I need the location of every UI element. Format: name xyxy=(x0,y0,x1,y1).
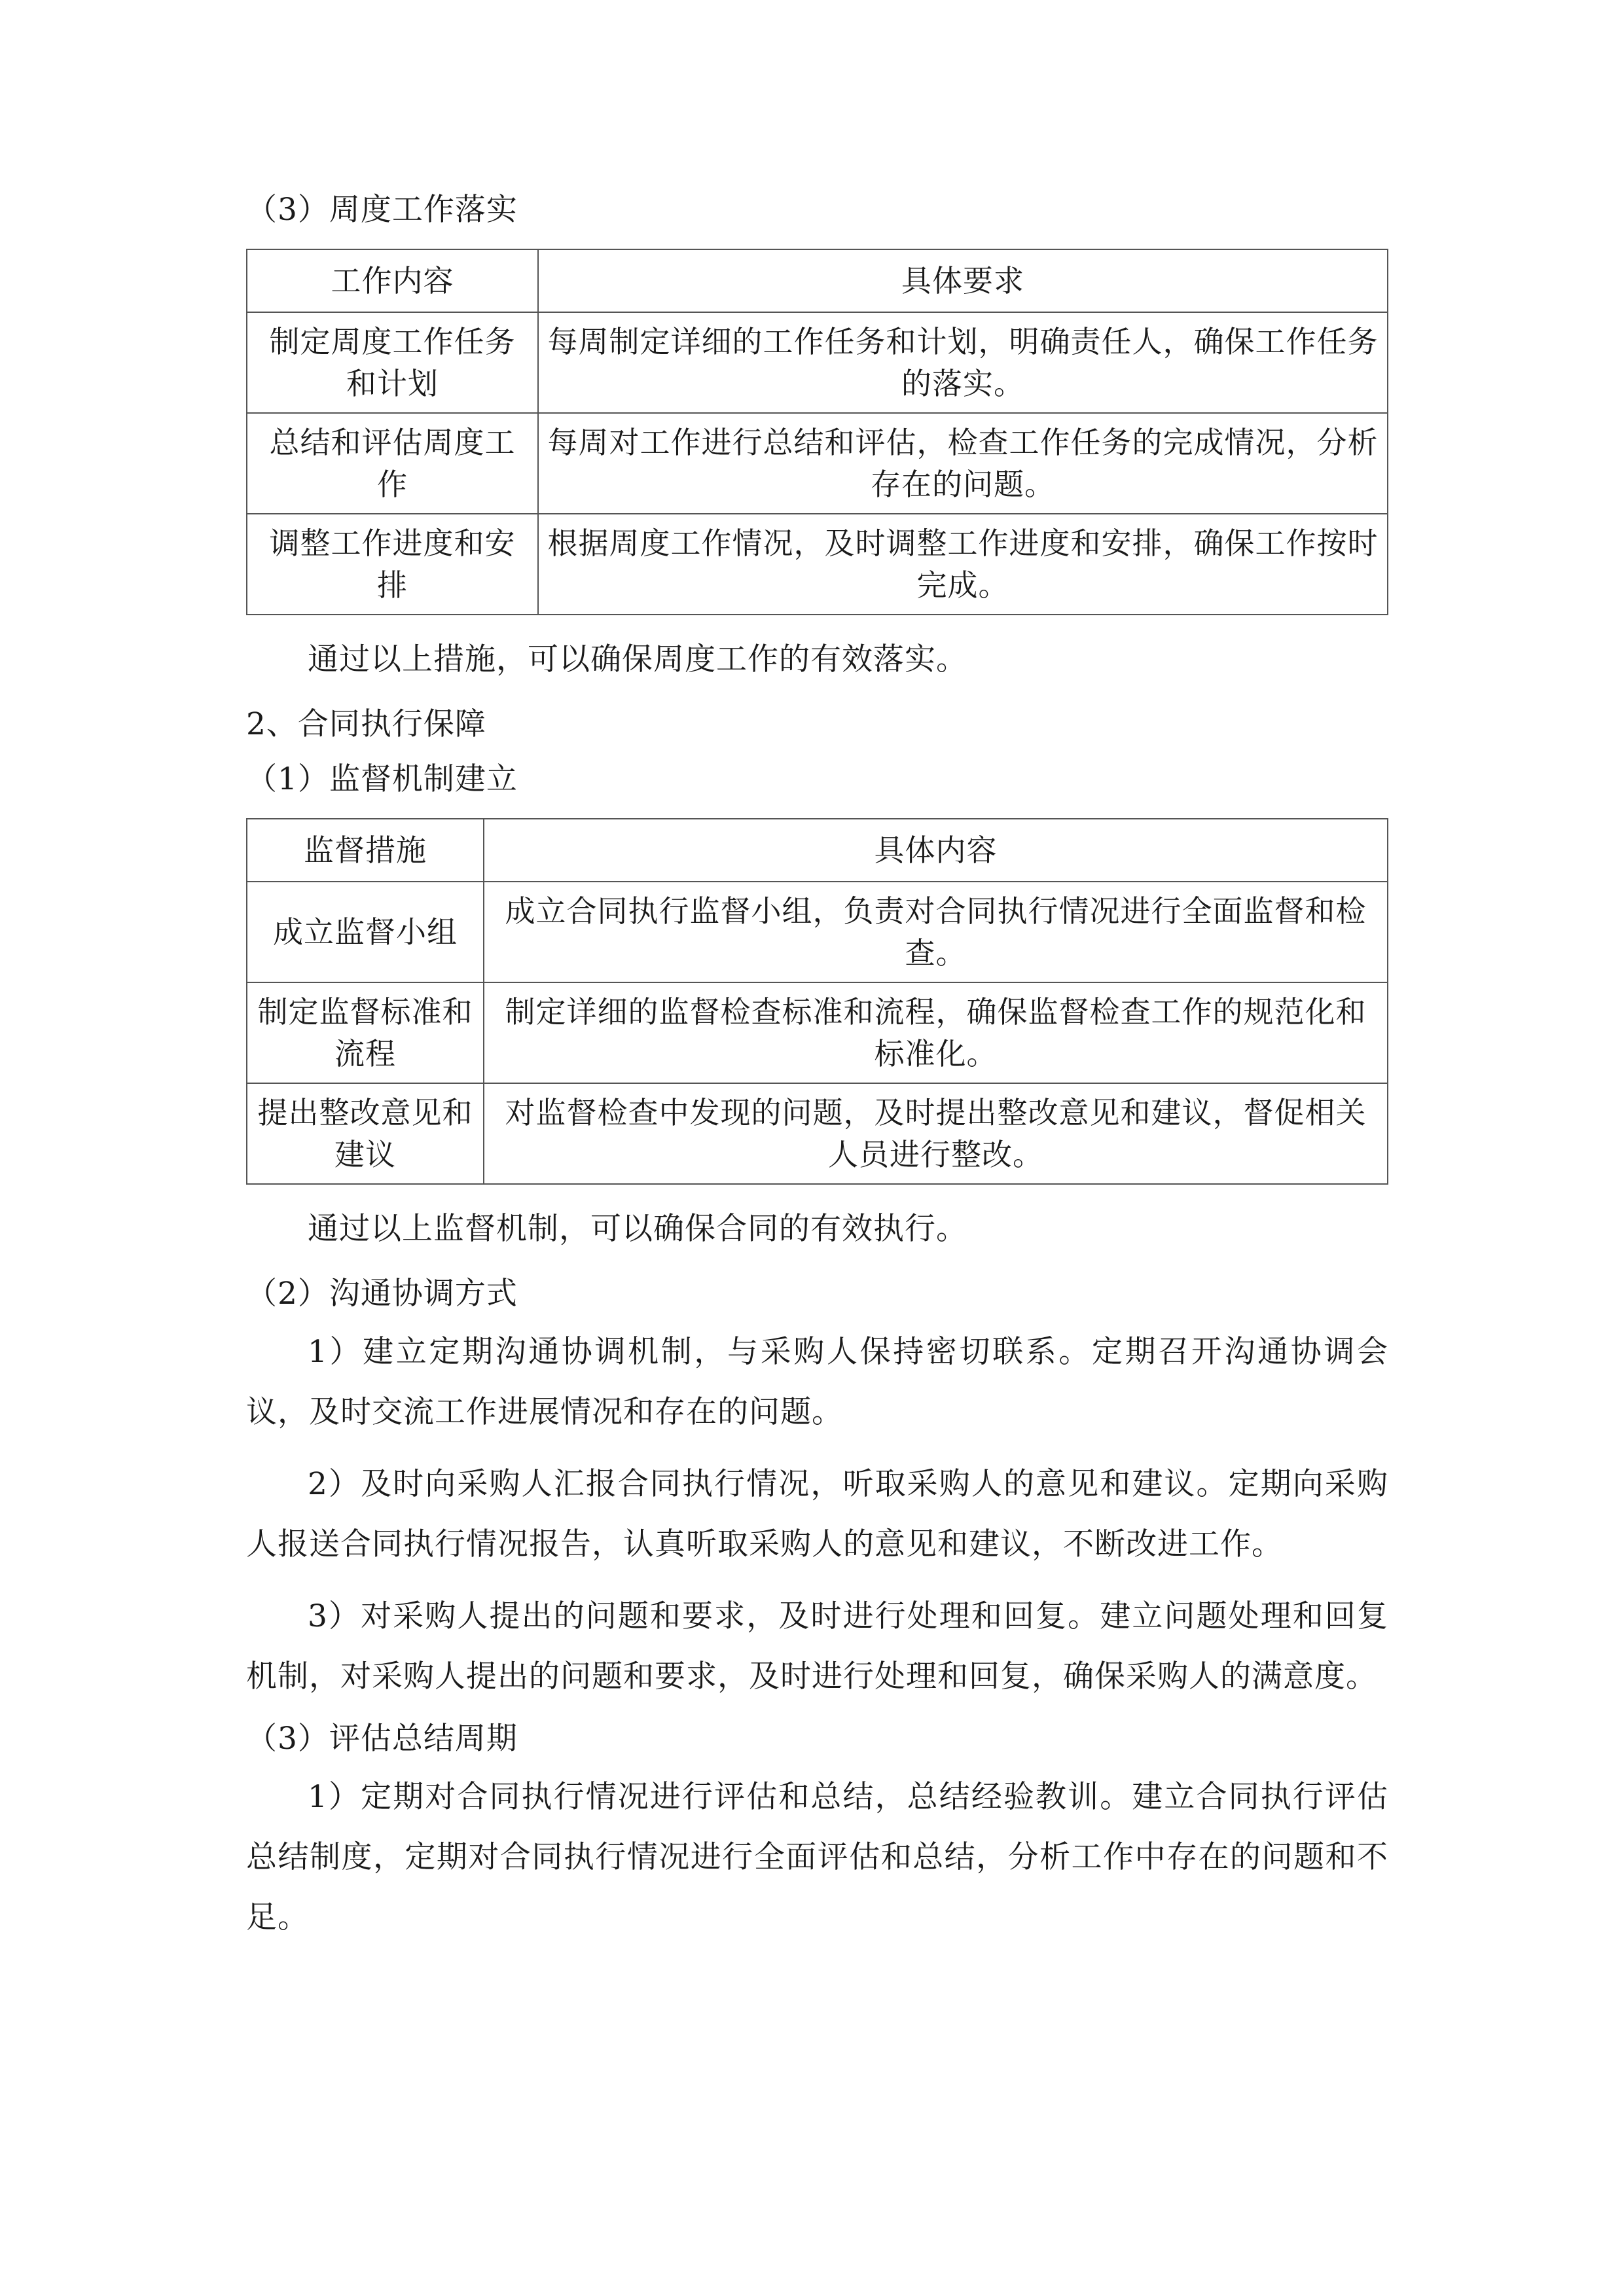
table-row xyxy=(247,312,1388,413)
supervision-conclusion: 通过以上监督机制，可以确保合同的有效执行。 xyxy=(308,1211,967,1247)
contract-execution-heading: 2、合同执行保障 xyxy=(246,706,486,742)
table-cell: 总结和评估周度工作 xyxy=(247,413,538,514)
table-cell: 制定周度工作任务和计划 xyxy=(247,312,538,413)
table-header-cell: 工作内容 xyxy=(247,249,538,312)
supervision-heading: （1）监督机制建立 xyxy=(246,761,518,797)
communication-heading: （2）沟通协调方式 xyxy=(246,1276,518,1312)
table-cell: 制定监督标准和流程 xyxy=(247,982,484,1083)
table-cell: 调整工作进度和安排 xyxy=(247,514,538,615)
list-item: 1）定期对合同执行情况进行评估和总结，总结经验教训。建立合同执行评估总结制度，定期对合同执行情况进行全面评估和总结，分析工作中存在的问题和不足。 xyxy=(246,1779,1388,1935)
weekly-work-heading: （3）周度工作落实 xyxy=(246,192,518,228)
evaluation-heading: （3）评估总结周期 xyxy=(246,1721,518,1757)
document-page xyxy=(246,190,1388,1960)
table-header-cell: 具体内容 xyxy=(484,819,1388,882)
table-header-row xyxy=(247,249,1388,312)
weekly-work-conclusion: 通过以上措施，可以确保周度工作的有效落实。 xyxy=(308,641,967,677)
table-row xyxy=(247,882,1388,982)
table-cell: 成立合同执行监督小组，负责对合同执行情况进行全面监督和检查。 xyxy=(484,882,1388,982)
table-row xyxy=(247,1083,1388,1184)
list-item: 2）及时向采购人汇报合同执行情况，听取采购人的意见和建议。定期向采购人报送合同执行情况报告，认真听取采购人的意见和建议，不断改进工作。 xyxy=(246,1466,1388,1562)
table-cell: 制定详细的监督检查标准和流程，确保监督检查工作的规范化和标准化。 xyxy=(484,982,1388,1083)
table-cell: 根据周度工作情况，及时调整工作进度和安排，确保工作按时完成。 xyxy=(538,514,1388,615)
table-cell: 提出整改意见和建议 xyxy=(247,1083,484,1184)
list-item: 3）对采购人提出的问题和要求，及时进行处理和回复。建立问题处理和回复机制，对采购人提出的问题和要求，及时进行处理和回复，确保采购人的满意度。 xyxy=(246,1598,1388,1695)
table-header-cell: 具体要求 xyxy=(538,249,1388,312)
weekly-work-table xyxy=(246,249,1388,615)
supervision-table xyxy=(246,818,1388,1185)
table-row xyxy=(247,413,1388,514)
table-cell: 每周制定详细的工作任务和计划，明确责任人，确保工作任务的落实。 xyxy=(538,312,1388,413)
list-item: 1）建立定期沟通协调机制，与采购人保持密切联系。定期召开沟通协调会议，及时交流工作进展情况和存在的问题。 xyxy=(246,1334,1388,1430)
evaluation-list xyxy=(246,1767,1388,1948)
table-cell: 成立监督小组 xyxy=(247,882,484,982)
table-cell: 对监督检查中发现的问题，及时提出整改意见和建议，督促相关人员进行整改。 xyxy=(484,1083,1388,1184)
communication-list xyxy=(246,1322,1388,1707)
table-row xyxy=(247,982,1388,1083)
table-header-row xyxy=(247,819,1388,882)
table-row xyxy=(247,514,1388,615)
table-header-cell: 监督措施 xyxy=(247,819,484,882)
table-cell: 每周对工作进行总结和评估，检查工作任务的完成情况，分析存在的问题。 xyxy=(538,413,1388,514)
